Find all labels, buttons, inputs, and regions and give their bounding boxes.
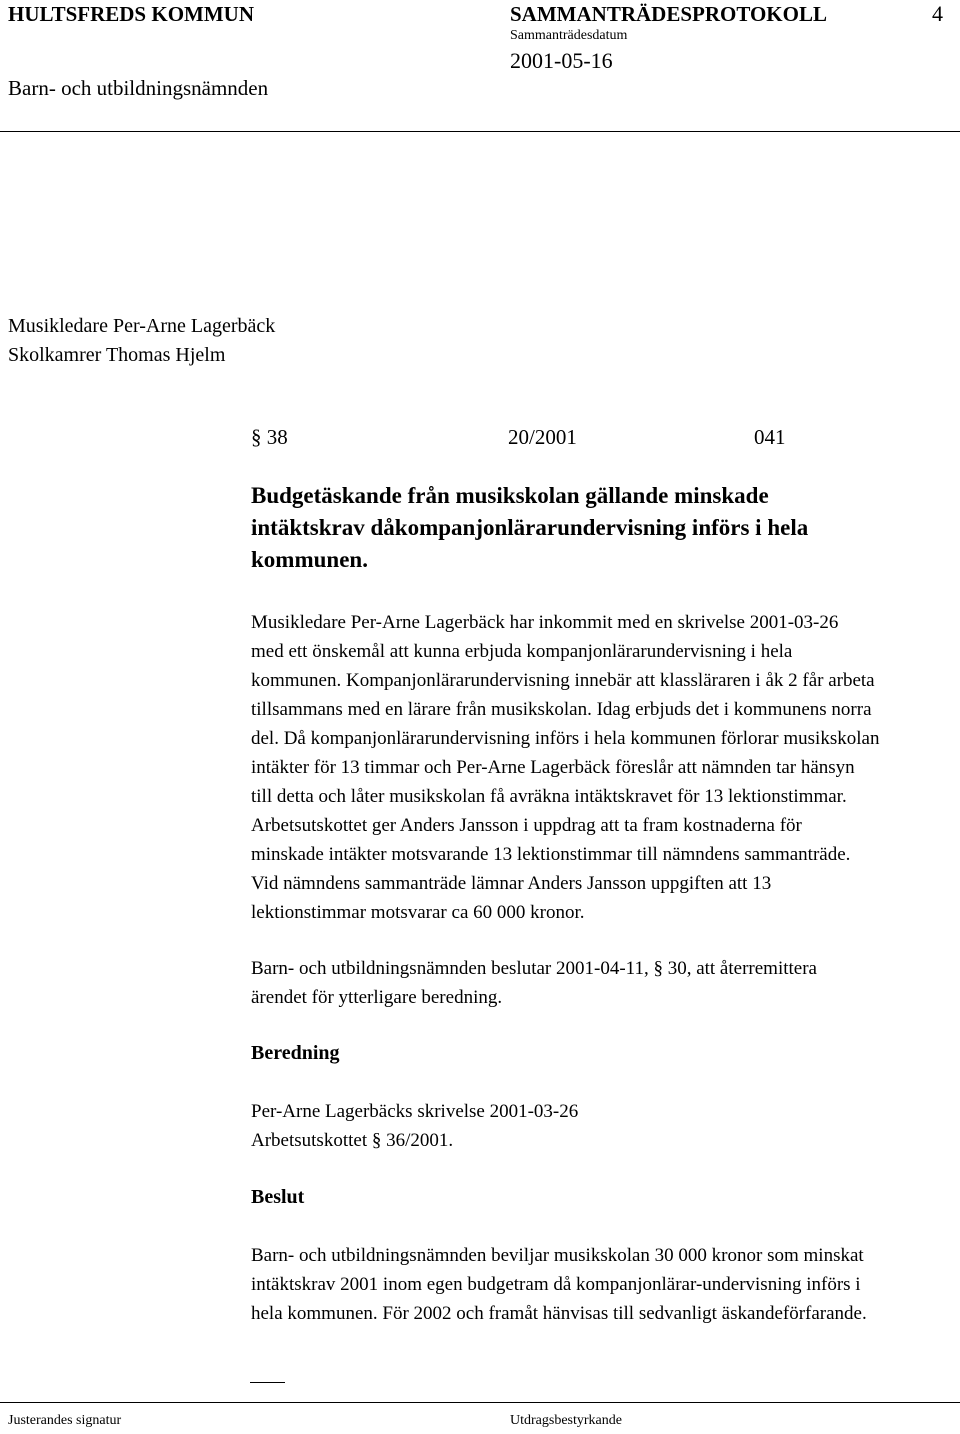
section-number: 38 bbox=[266, 425, 288, 449]
case-reference: 20/2001 bbox=[508, 425, 577, 449]
header-rule bbox=[0, 131, 960, 132]
beslut-paragraph bbox=[251, 1241, 956, 1328]
case-title bbox=[251, 480, 808, 576]
text-line: del. Då kompanjonlärarundervisning införs i hela kommunen förlorar musikskolan bbox=[251, 728, 880, 749]
section-symbol: § bbox=[251, 425, 262, 449]
footer-rule bbox=[0, 1402, 960, 1403]
text-line: lektionstimmar motsvarar ca 60 000 kronor. bbox=[251, 902, 585, 923]
text-line: Vid nämndens sammanträde lämnar Anders Jansson uppgiften att 13 bbox=[251, 873, 772, 894]
text-line: Barn- och utbildningsnämnden beslutar 2001-04-11, § 30, att återremittera bbox=[251, 958, 817, 979]
board-name: Barn- och utbildningsnämnden bbox=[8, 76, 269, 100]
section-marker bbox=[251, 425, 288, 450]
text-line: intäktskrav 2001 inom egen budgetram då kompanjonlärar-undervisning införs i bbox=[251, 1274, 861, 1295]
date-label: Sammanträdesdatum bbox=[510, 28, 628, 43]
municipality-name: HULTSFREDS KOMMUN bbox=[8, 2, 255, 26]
recipient: Musikledare Per-Arne Lagerbäck bbox=[8, 315, 276, 337]
recipient-list bbox=[8, 312, 275, 370]
footer-certification-label: Utdragsbestyrkande bbox=[510, 1413, 622, 1428]
text-line: ärendet för ytterligare beredning. bbox=[251, 987, 503, 1008]
case-code: 041 bbox=[754, 425, 786, 449]
text-line: med ett önskemål att kunna erbjuda kompanjonlärarundervisning i hela bbox=[251, 641, 793, 662]
case-title-line: intäktskrav dåkompanjonlärarundervisning införs i hela bbox=[251, 515, 809, 540]
beredning-heading: Beredning bbox=[251, 1042, 340, 1064]
text-line: minskade intäkter motsvarande 13 lektionstimmar till nämndens sammanträde. bbox=[251, 844, 851, 865]
text-line: Arbetsutskottet § 36/2001. bbox=[251, 1130, 454, 1151]
text-line: Arbetsutskottet ger Anders Jansson i uppdrag att ta fram kostnaderna för bbox=[251, 815, 802, 836]
text-line: Musikledare Per-Arne Lagerbäck har inkommit med en skrivelse 2001-03-26 bbox=[251, 612, 839, 633]
recipient: Skolkamrer Thomas Hjelm bbox=[8, 344, 226, 366]
signature-line bbox=[250, 1382, 285, 1383]
protocol-title: SAMMANTRÄDESPROTOKOLL bbox=[510, 2, 827, 26]
case-title-line: Budgetäskande från musikskolan gällande minskade bbox=[251, 483, 769, 508]
background-paragraph bbox=[251, 608, 956, 927]
beredning-list bbox=[251, 1097, 956, 1155]
case-title-line: kommunen. bbox=[251, 547, 368, 572]
text-line: Per-Arne Lagerbäcks skrivelse 2001-03-26 bbox=[251, 1101, 579, 1122]
text-line: hela kommunen. För 2002 och framåt hänvisas till sedvanligt äskandeförfarande. bbox=[251, 1303, 867, 1324]
text-line: tillsammans med en lärare från musikskolan. Idag erbjuds det i kommunens norra bbox=[251, 699, 872, 720]
text-line: intäkter för 13 timmar och Per-Arne Lagerbäck föreslår att nämnden tar hänsyn bbox=[251, 757, 855, 778]
text-line: till detta och låter musikskolan få avräkna intäktskravet för 13 lektionstimmar. bbox=[251, 786, 847, 807]
footer-signature-label: Justerandes signatur bbox=[8, 1413, 122, 1428]
beslut-heading: Beslut bbox=[251, 1186, 305, 1208]
page-number: 4 bbox=[932, 1, 943, 26]
meeting-date: 2001-05-16 bbox=[510, 48, 613, 73]
previous-decision-paragraph bbox=[251, 954, 956, 1012]
text-line: kommunen. Kompanjonlärarundervisning innebär att klassläraren i åk 2 får arbeta bbox=[251, 670, 875, 691]
text-line: Barn- och utbildningsnämnden beviljar musikskolan 30 000 kronor som minskat bbox=[251, 1245, 864, 1266]
